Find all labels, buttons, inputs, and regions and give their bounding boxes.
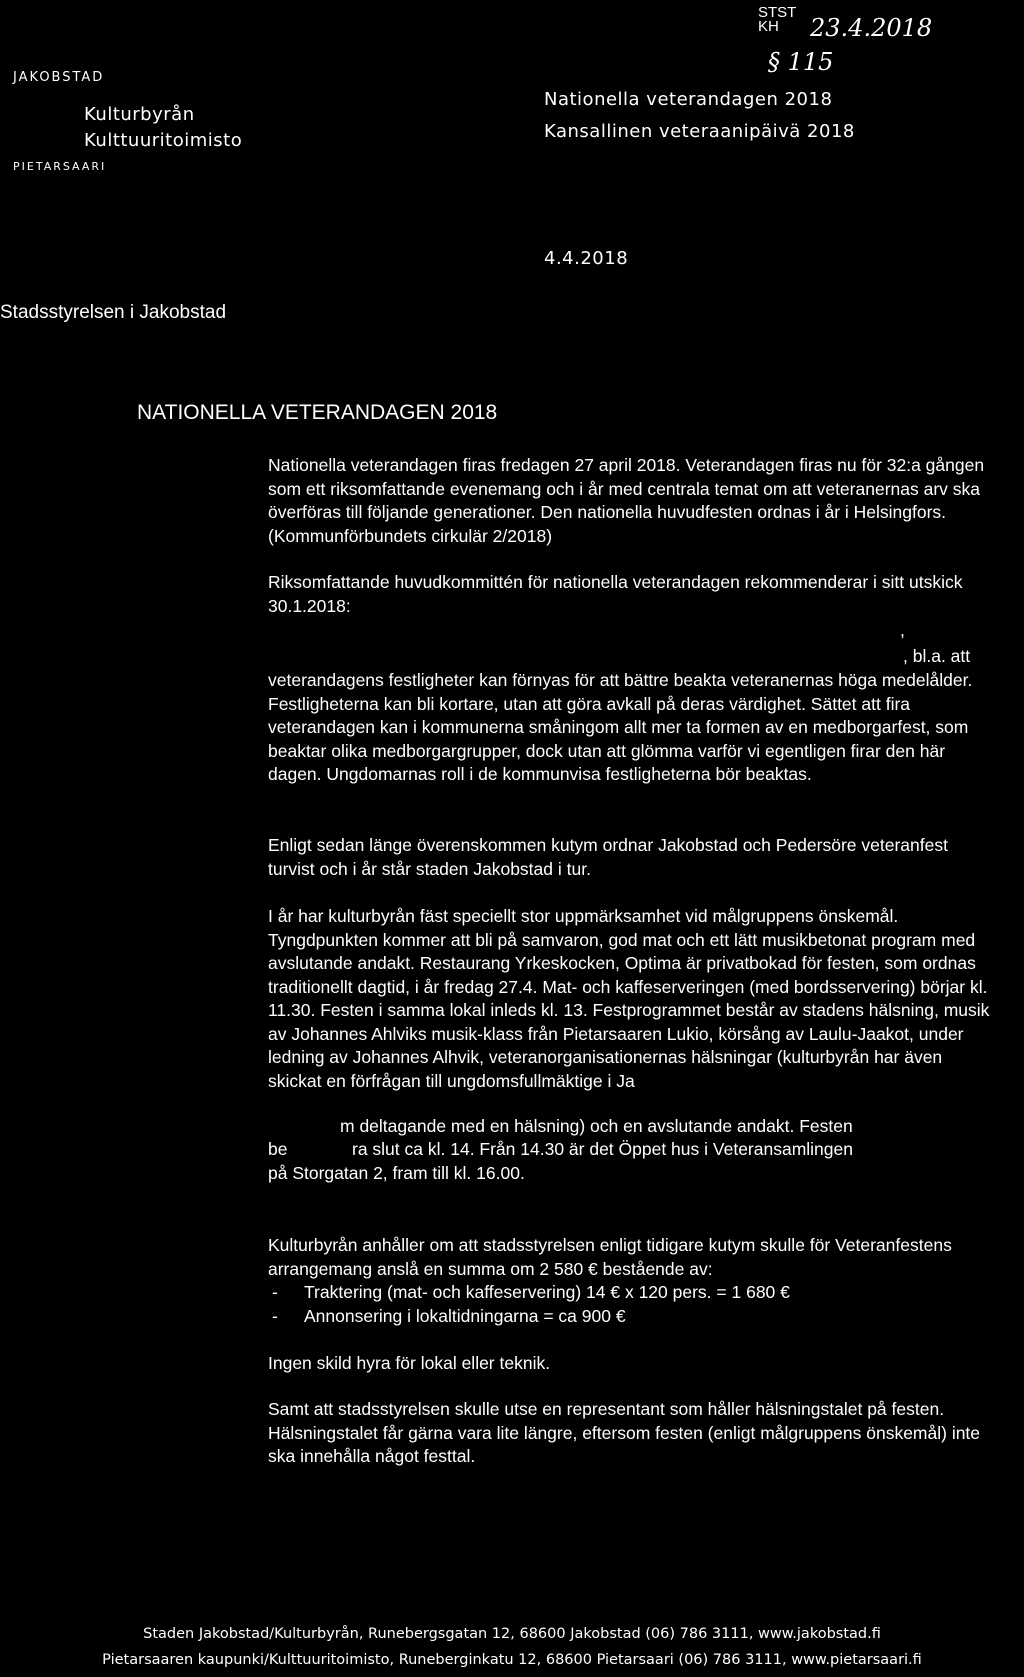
- logo-city-name-sv: JAKOBSTAD: [13, 70, 105, 85]
- body-paragraph-1: [268, 454, 998, 548]
- subject-sv: Nationella veterandagen 2018: [544, 89, 833, 110]
- subject-fi: Kansallinen veteraanipäivä 2018: [544, 121, 855, 142]
- paragraph-text: Nationella veterandagen firas fredagen 27 april 2018. Veterandagen firas nu för 32:a gången som ett riksomfattande evenemang och i år med centrala temat om att veteranernas arv ska överföras till följande generationer. Den nationella huvudfesten ordnas i år i Helsingfors. (Kommunförbundets cirkulär 2/2018): [268, 455, 985, 546]
- paragraph-text: Enligt sedan länge överenskommen kutym ordnar Jakobstad och Pedersöre veteranfest turvist och i år står staden Jakobstad i tur.: [268, 835, 948, 879]
- body-paragraph-3: [268, 669, 998, 787]
- list-item: [268, 1281, 998, 1305]
- body-paragraph-4: [268, 834, 998, 881]
- paragraph-text: I år har kulturbyrån fäst speciellt stor uppmärksamhet vid målgruppens önskemål. Tyngdpunkten kommer att bli på samvaron, god mat och ett lätt musikbetonat program med avslutande andakt. Restaurang Yrkeskocken, Optima är privatbokad för festen, som ordnas traditionellt dagtid, i år fredag 27.4. Mat- och kaffeserveringen (med bordsservering) börjar kl. 11.30. Festen i samma lokal inleds kl. 13. Festprogrammet består av stadens hälsning, musik av Johannes Ahlviks musik-klass från Pietarsaaren Lukio, körsång av Laulu-Jaakot, under ledning av Johannes Alhvik, veteranorganisationernas hälsningar (kulturbyrån har även skickat en förfrågan till ungdomsfullmäktige i Ja: [268, 906, 990, 1091]
- body-paragraph-2: [268, 571, 998, 618]
- redaction-remnant-text: , bl.a. att: [903, 646, 971, 666]
- paragraph-text: Kulturbyrån anhåller om att stadsstyrelsen enligt tidigare kutym skulle för Veteranfestens arrangemang anslå en summa om 2 580 € bestående av:: [268, 1235, 952, 1279]
- list-item-text: Annonsering i lokaltidningarna = ca 900 €: [304, 1305, 626, 1326]
- stamp-handwritten-paragraph: § 115: [768, 48, 834, 76]
- body-paragraph-8: [268, 1398, 998, 1469]
- department-name-sv: Kulturbyrån: [84, 104, 195, 125]
- stamp-handwritten-date: 23.4.2018: [810, 14, 933, 42]
- footer-address-sv: Staden Jakobstad/Kulturbyrån, Runebergsgatan 12, 68600 Jakobstad (06) 786 3111, www.jakobstad.fi: [143, 1626, 881, 1642]
- footer-address-fi: Pietarsaaren kaupunki/Kulttuuritoimisto, Runeberginkatu 12, 68600 Pietarsaari (06) 786 3111, www.pietarsaari.fi: [102, 1652, 922, 1668]
- department-name-fi: Kulttuuritoimisto: [84, 130, 243, 151]
- stamp-label-kh: KH: [758, 18, 779, 35]
- document-date: 4.4.2018: [544, 248, 629, 269]
- logo-city-name-fi: PIETARSAARI: [13, 160, 107, 173]
- paragraph-5-fragment: ra slut ca kl. 14. Från 14.30 är det Öppet hus i Veteransamlingen: [352, 1139, 853, 1159]
- paragraph-text: Ingen skild hyra för lokal eller teknik.: [268, 1353, 551, 1373]
- body-paragraph-7: [268, 1352, 998, 1376]
- paragraph-text: Riksomfattande huvudkommittén för nationella veterandagen rekommenderar i sitt utskick 30.1.2018:: [268, 572, 963, 616]
- document-title: NATIONELLA VETERANDAGEN 2018: [137, 401, 498, 424]
- paragraph-5-fragment: m deltagande med en hälsning) och en avslutande andakt. Festen: [340, 1116, 853, 1136]
- paragraph-text: veterandagens festligheter kan förnyas för att bättre beakta veteranernas höga medelålder. Festligheterna kan bli kortare, utan att göra avkall på deras värdighet. Sättet att fira veterandagen kan i kommunerna småningom allt mer ta formen av en medborgarfest, som beaktar olika medborgargrupper, dock utan att glömma varför vi egentligen firar den här dagen. Ungdomarnas roll i de kommunvisa festligheterna bör beaktas.: [268, 670, 973, 784]
- paragraph-5-fragment: på Storgatan 2, fram till kl. 16.00.: [268, 1163, 525, 1183]
- paragraph-text: Samt att stadsstyrelsen skulle utse en representant som håller hälsningstalet på festen. Hälsningstalet får gärna vara lite längre, eftersom festen (enligt målgruppens önskemål) inte ska innehålla något festtal.: [268, 1399, 981, 1466]
- paragraph-5-fragment: be: [268, 1139, 288, 1159]
- list-item-text: Traktering (mat- och kaffeservering) 14 € x 120 pers. = 1 680 €: [304, 1282, 790, 1302]
- redaction-remnant-comma: ,: [900, 620, 905, 640]
- body-paragraph-6: [268, 1234, 998, 1328]
- body-paragraph-5: [268, 905, 998, 1093]
- cost-list: [268, 1281, 998, 1328]
- list-dash: -: [272, 1282, 278, 1302]
- list-dash: -: [272, 1305, 278, 1326]
- list-item: [268, 1305, 998, 1329]
- stamp-label-stst: STST: [758, 4, 797, 21]
- recipient: Stadsstyrelsen i Jakobstad: [0, 302, 227, 323]
